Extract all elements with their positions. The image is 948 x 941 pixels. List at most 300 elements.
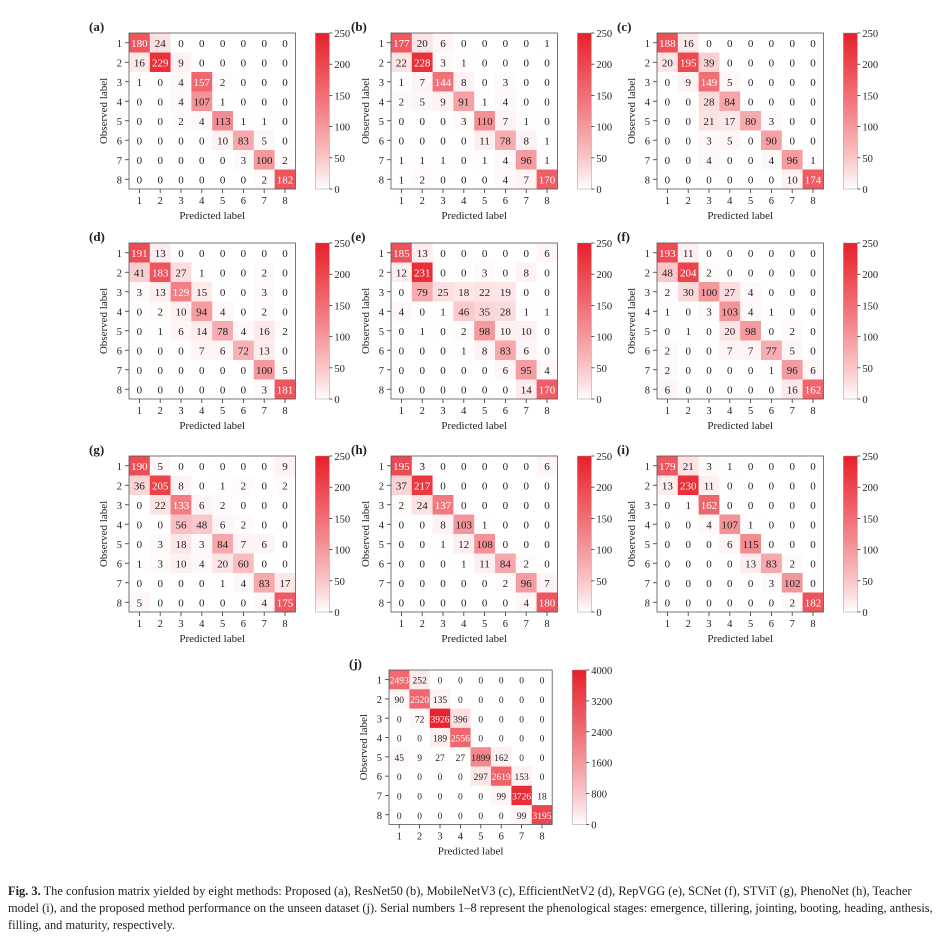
- cell-value: 0: [502, 384, 509, 397]
- cell-value: 0: [706, 325, 712, 338]
- cell-value: 0: [768, 325, 775, 338]
- y-tick-label: 6: [378, 559, 384, 571]
- cell-value: 2493: [389, 676, 409, 687]
- cell-value: 16: [258, 325, 270, 338]
- cell-value: 0: [498, 695, 504, 706]
- panel-letter: (a): [89, 19, 105, 34]
- cell-value: 0: [544, 538, 550, 551]
- cell-value: 9: [440, 96, 446, 109]
- cell-value: 0: [706, 577, 712, 590]
- cell-value: 0: [219, 460, 226, 473]
- cell-value: 157: [193, 76, 211, 89]
- cell-value: 0: [810, 325, 816, 338]
- x-tick-label: 7: [518, 831, 525, 843]
- cell-value: 0: [282, 519, 288, 532]
- cell-value: 100: [255, 364, 273, 377]
- cell-value: 11: [682, 247, 694, 260]
- cell-value: 0: [544, 76, 550, 89]
- cell-value: 0: [219, 384, 226, 397]
- panel-letter: (i): [617, 442, 630, 457]
- colorbar: [577, 33, 591, 189]
- cell-value: 0: [768, 96, 775, 109]
- y-tick-label: 1: [644, 38, 650, 50]
- y-axis-title: Observed label: [626, 287, 638, 355]
- x-tick-label: 4: [199, 619, 205, 630]
- cell-value: 1: [544, 135, 550, 148]
- cell-value: 0: [664, 96, 671, 109]
- cell-value: 22: [154, 499, 166, 512]
- y-axis-title: Observed label: [360, 500, 372, 568]
- cell-value: 0: [810, 135, 816, 148]
- cell-value: 0: [419, 384, 425, 397]
- cell-value: 0: [789, 267, 795, 280]
- cell-value: 0: [810, 267, 816, 280]
- cell-value: 18: [175, 538, 187, 551]
- cell-value: 0: [440, 460, 446, 473]
- cell-value: 0: [240, 286, 247, 299]
- cell-value: 0: [789, 76, 795, 89]
- colorbar-tick-label: 200: [596, 270, 613, 282]
- cell-value: 6: [219, 345, 226, 358]
- cell-value: 0: [199, 247, 205, 260]
- cell-value: 0: [282, 247, 288, 260]
- cell-value: 0: [282, 267, 288, 280]
- x-tick-label: 5: [747, 619, 754, 630]
- cell-value: 0: [219, 267, 226, 280]
- cell-value: 12: [395, 267, 407, 280]
- cell-value: 0: [502, 519, 509, 532]
- cell-value: 0: [523, 57, 529, 70]
- cell-value: 3726: [512, 792, 532, 803]
- cell-value: 205: [151, 480, 169, 493]
- x-tick-label: 7: [523, 619, 529, 630]
- colorbar-tick-label: 150: [862, 514, 879, 526]
- cell-value: 0: [685, 154, 691, 167]
- cell-value: 0: [199, 577, 205, 590]
- cell-value: 1: [481, 96, 488, 109]
- cell-value: 5: [261, 135, 267, 148]
- x-tick-label: 8: [810, 196, 816, 207]
- cell-value: 0: [136, 174, 143, 187]
- colorbar-tick-label: 50: [334, 153, 345, 165]
- cell-value: 0: [768, 460, 775, 473]
- cell-value: 185: [393, 247, 410, 260]
- cell-value: 0: [727, 558, 733, 571]
- x-tick-label: 3: [178, 196, 184, 207]
- x-tick-label: 1: [398, 196, 405, 207]
- cell-value: 0: [706, 597, 712, 610]
- caption-lead: Fig. 3.: [8, 884, 41, 898]
- cell-value: 77: [765, 345, 777, 358]
- cell-value: 0: [539, 695, 545, 706]
- cell-value: 48: [196, 519, 208, 532]
- panel-letter: (g): [89, 442, 105, 457]
- y-tick-label: 1: [116, 248, 122, 260]
- colorbar-tick-label: 0: [862, 608, 868, 619]
- x-tick-label: 4: [461, 619, 467, 630]
- cell-value: 0: [706, 174, 712, 187]
- cell-value: 6: [664, 384, 671, 397]
- cell-value: 0: [199, 174, 205, 187]
- cell-value: 0: [398, 519, 405, 532]
- x-tick-label: 1: [664, 406, 671, 417]
- cell-value: 0: [461, 364, 467, 377]
- cell-value: 0: [789, 57, 795, 70]
- cell-value: 0: [240, 174, 247, 187]
- cell-value: 181: [276, 384, 294, 397]
- cell-value: 190: [131, 460, 148, 473]
- cell-value: 56: [175, 519, 187, 532]
- cell-value: 4: [240, 325, 247, 338]
- cell-value: 98: [479, 325, 491, 338]
- cell-value: 0: [282, 286, 288, 299]
- cell-value: 10: [175, 558, 187, 571]
- colorbar: [843, 243, 857, 399]
- cell-value: 0: [178, 364, 184, 377]
- colorbar-tick-label: 100: [334, 122, 351, 134]
- cell-value: 72: [414, 715, 425, 726]
- cell-value: 84: [217, 538, 229, 551]
- cell-value: 1: [261, 115, 267, 128]
- cell-value: 0: [768, 247, 775, 260]
- colorbar-tick-label: 100: [862, 545, 879, 557]
- x-tick-label: 7: [789, 406, 795, 417]
- cell-value: 0: [544, 57, 550, 70]
- cell-value: 1: [523, 115, 529, 128]
- cell-value: 7: [747, 345, 754, 358]
- y-tick-label: 6: [116, 136, 122, 148]
- cell-value: 0: [810, 37, 816, 50]
- cell-value: 396: [453, 715, 468, 726]
- x-tick-label: 6: [502, 196, 509, 207]
- colorbar-tick-label: 250: [862, 239, 879, 250]
- x-tick-label: 8: [544, 619, 550, 630]
- cell-value: 1: [461, 558, 467, 571]
- cell-value: 0: [747, 57, 754, 70]
- cell-value: 39: [703, 57, 715, 70]
- x-axis-title: Predicted label: [179, 210, 246, 222]
- cell-value: 175: [276, 597, 294, 610]
- cell-value: 0: [157, 174, 163, 187]
- y-tick-label: 1: [116, 461, 122, 473]
- x-tick-label: 2: [157, 619, 163, 630]
- cell-value: 3: [706, 135, 712, 148]
- cell-value: 0: [261, 76, 267, 89]
- cell-value: 13: [745, 558, 757, 571]
- cell-value: 0: [458, 773, 463, 784]
- x-tick-label: 6: [768, 196, 775, 207]
- cell-value: 91: [458, 96, 470, 109]
- x-tick-label: 4: [199, 406, 205, 417]
- cell-value: 0: [789, 306, 795, 319]
- cell-value: 1: [440, 154, 446, 167]
- x-tick-label: 2: [157, 406, 163, 417]
- cell-value: 0: [199, 135, 205, 148]
- cell-value: 100: [255, 154, 273, 167]
- cell-value: 0: [789, 135, 795, 148]
- x-tick-label: 6: [502, 406, 509, 417]
- heatmap-panel: [89, 19, 350, 222]
- x-tick-label: 5: [219, 196, 226, 207]
- y-tick-label: 1: [378, 248, 384, 260]
- cell-value: 0: [664, 76, 671, 89]
- cell-value: 204: [679, 267, 697, 280]
- y-tick-label: 2: [376, 694, 382, 706]
- cell-value: 2: [523, 558, 529, 571]
- cell-value: 0: [519, 695, 524, 706]
- y-axis-title: Observed label: [626, 77, 638, 145]
- cell-value: 0: [685, 577, 691, 590]
- x-tick-label: 3: [706, 406, 712, 417]
- cell-value: 6: [199, 499, 205, 512]
- cell-value: 2: [664, 286, 671, 299]
- cell-value: 90: [394, 695, 404, 706]
- cell-value: 0: [437, 811, 443, 822]
- cell-value: 48: [661, 267, 673, 280]
- cell-value: 0: [261, 37, 267, 50]
- cell-value: 0: [685, 96, 691, 109]
- cell-value: 2: [419, 174, 425, 187]
- cell-value: 0: [136, 115, 143, 128]
- cell-value: 4: [199, 115, 205, 128]
- cell-value: 182: [804, 597, 822, 610]
- cell-value: 0: [440, 577, 446, 590]
- cell-value: 0: [544, 96, 550, 109]
- cell-value: 0: [481, 57, 488, 70]
- cell-value: 0: [398, 384, 405, 397]
- cell-value: 0: [539, 676, 545, 687]
- cell-value: 0: [396, 792, 402, 803]
- cell-value: 0: [219, 37, 226, 50]
- colorbar: [315, 243, 329, 399]
- cell-value: 0: [461, 174, 467, 187]
- cell-value: 0: [685, 364, 691, 377]
- cell-value: 0: [502, 480, 509, 493]
- y-tick-label: 8: [644, 385, 650, 397]
- cell-value: 0: [498, 734, 504, 745]
- cell-value: 9: [178, 57, 184, 70]
- cell-value: 174: [804, 174, 822, 187]
- cell-value: 0: [178, 135, 184, 148]
- cell-value: 4: [219, 306, 226, 319]
- cell-value: 0: [768, 538, 775, 551]
- cell-value: 0: [398, 558, 405, 571]
- cell-value: 0: [727, 499, 733, 512]
- cell-value: 0: [519, 676, 524, 687]
- y-tick-label: 8: [376, 810, 382, 822]
- cell-value: 252: [412, 676, 427, 687]
- colorbar-tick-label: 50: [334, 363, 345, 375]
- cell-value: 0: [789, 96, 795, 109]
- cell-value: 0: [136, 519, 143, 532]
- cell-value: 177: [393, 37, 410, 50]
- cell-value: 5: [136, 597, 143, 610]
- y-tick-label: 3: [644, 500, 650, 512]
- cell-value: 0: [747, 247, 754, 260]
- cell-value: 16: [682, 37, 694, 50]
- colorbar-tick-label: 50: [596, 363, 607, 375]
- cell-value: 100: [700, 286, 718, 299]
- cell-value: 8: [481, 345, 488, 358]
- cell-value: 0: [539, 753, 545, 764]
- heatmap-panel: [351, 229, 612, 432]
- cell-value: 0: [481, 577, 488, 590]
- cell-value: 1: [685, 325, 691, 338]
- x-tick-label: 2: [419, 619, 425, 630]
- cell-value: 7: [240, 538, 247, 551]
- cell-value: 1: [398, 154, 405, 167]
- y-tick-label: 8: [378, 385, 384, 397]
- cell-value: 149: [700, 76, 718, 89]
- cell-value: 0: [789, 480, 795, 493]
- cell-value: 83: [258, 577, 270, 590]
- cell-value: 0: [157, 519, 163, 532]
- cell-value: 162: [700, 499, 718, 512]
- cell-value: 0: [199, 364, 205, 377]
- cell-value: 4: [502, 154, 509, 167]
- cell-value: 0: [502, 597, 509, 610]
- cell-value: 0: [523, 96, 529, 109]
- x-axis-title: Predicted label: [707, 420, 774, 432]
- cell-value: 18: [458, 286, 470, 299]
- cell-value: 98: [745, 325, 757, 338]
- x-tick-label: 5: [747, 196, 754, 207]
- colorbar-tick-label: 100: [596, 122, 613, 134]
- cell-value: 229: [151, 57, 169, 70]
- cell-value: 5: [419, 96, 425, 109]
- cell-value: 0: [219, 286, 226, 299]
- cell-value: 0: [810, 115, 816, 128]
- colorbar: [577, 456, 591, 612]
- cell-value: 0: [481, 76, 488, 89]
- colorbar-tick-label: 50: [596, 576, 607, 588]
- cell-value: 0: [810, 345, 816, 358]
- cell-value: 2556: [450, 734, 470, 745]
- cell-value: 1: [727, 460, 733, 473]
- cell-value: 0: [747, 154, 754, 167]
- y-tick-label: 6: [116, 346, 122, 358]
- x-tick-label: 2: [419, 406, 425, 417]
- cell-value: 0: [747, 597, 754, 610]
- heatmap-panel: [351, 442, 612, 645]
- y-tick-label: 6: [644, 136, 650, 148]
- cell-value: 10: [520, 325, 532, 338]
- cell-value: 12: [458, 538, 470, 551]
- cell-value: 4: [178, 96, 184, 109]
- cell-value: 0: [282, 558, 288, 571]
- colorbar-tick-label: 200: [862, 483, 879, 495]
- cell-value: 1: [419, 325, 425, 338]
- y-tick-label: 6: [644, 559, 650, 571]
- x-tick-label: 3: [437, 831, 443, 843]
- colorbar-tick-label: 150: [862, 301, 879, 313]
- cell-value: 78: [217, 325, 229, 338]
- cell-value: 0: [157, 577, 163, 590]
- x-tick-label: 6: [498, 831, 504, 843]
- cell-value: 0: [219, 364, 226, 377]
- cell-value: 0: [768, 597, 775, 610]
- colorbar-tick-label: 0: [862, 185, 868, 196]
- cell-value: 144: [434, 76, 452, 89]
- cell-value: 0: [519, 715, 524, 726]
- cell-value: 9: [417, 753, 422, 764]
- x-tick-label: 5: [478, 831, 484, 843]
- cell-value: 13: [416, 247, 428, 260]
- cell-value: 0: [747, 174, 754, 187]
- cell-value: 0: [727, 384, 733, 397]
- cell-value: 0: [417, 792, 422, 803]
- cell-value: 21: [703, 115, 715, 128]
- x-tick-label: 1: [664, 196, 671, 207]
- cell-value: 3: [502, 76, 509, 89]
- cell-value: 0: [417, 811, 422, 822]
- cell-value: 0: [810, 306, 816, 319]
- colorbar-tick-label: 200: [596, 60, 613, 72]
- cell-value: 96: [520, 577, 532, 590]
- y-tick-label: 6: [644, 346, 650, 358]
- colorbar-tick-label: 100: [596, 545, 613, 557]
- cell-value: 6: [727, 538, 733, 551]
- cell-value: 0: [458, 695, 463, 706]
- cell-value: 7: [502, 115, 509, 128]
- cell-value: 1899: [471, 753, 491, 764]
- y-tick-label: 1: [644, 248, 650, 260]
- x-tick-label: 4: [727, 196, 733, 207]
- cell-value: 0: [810, 460, 816, 473]
- colorbar-tick-label: 0: [596, 185, 602, 196]
- x-tick-label: 2: [685, 619, 691, 630]
- cell-value: 0: [398, 345, 405, 358]
- cell-value: 0: [240, 597, 247, 610]
- colorbar-tick-label: 250: [334, 452, 351, 463]
- colorbar-tick-label: 800: [591, 789, 607, 801]
- cell-value: 107: [193, 96, 211, 109]
- cell-value: 0: [440, 480, 446, 493]
- cell-value: 3: [440, 57, 446, 70]
- cell-value: 0: [481, 460, 488, 473]
- cell-value: 0: [458, 676, 463, 687]
- y-tick-label: 7: [378, 578, 384, 590]
- cell-value: 1: [768, 364, 775, 377]
- colorbar-tick-label: 0: [591, 820, 597, 832]
- cell-value: 1: [664, 306, 671, 319]
- cell-value: 0: [261, 460, 267, 473]
- cell-value: 24: [416, 499, 428, 512]
- cell-value: 5: [727, 76, 733, 89]
- y-tick-label: 4: [378, 97, 384, 109]
- cell-value: 0: [685, 135, 691, 148]
- colorbar: [315, 33, 329, 189]
- cell-value: 193: [659, 247, 676, 260]
- cell-value: 0: [440, 135, 446, 148]
- panel-letter: (c): [617, 19, 632, 34]
- cell-value: 0: [440, 597, 446, 610]
- cell-value: 0: [664, 499, 671, 512]
- cell-value: 79: [416, 286, 428, 299]
- cell-value: 0: [768, 519, 775, 532]
- cell-value: 6: [261, 538, 267, 551]
- cell-value: 3: [261, 384, 267, 397]
- cell-value: 0: [419, 345, 425, 358]
- cell-value: 0: [539, 773, 545, 784]
- cell-value: 0: [523, 247, 529, 260]
- cell-value: 0: [240, 384, 247, 397]
- cell-value: 0: [261, 96, 267, 109]
- cell-value: 0: [478, 811, 484, 822]
- colorbar-tick-label: 0: [862, 395, 868, 406]
- colorbar-tick-label: 200: [334, 483, 351, 495]
- cell-value: 72: [237, 345, 249, 358]
